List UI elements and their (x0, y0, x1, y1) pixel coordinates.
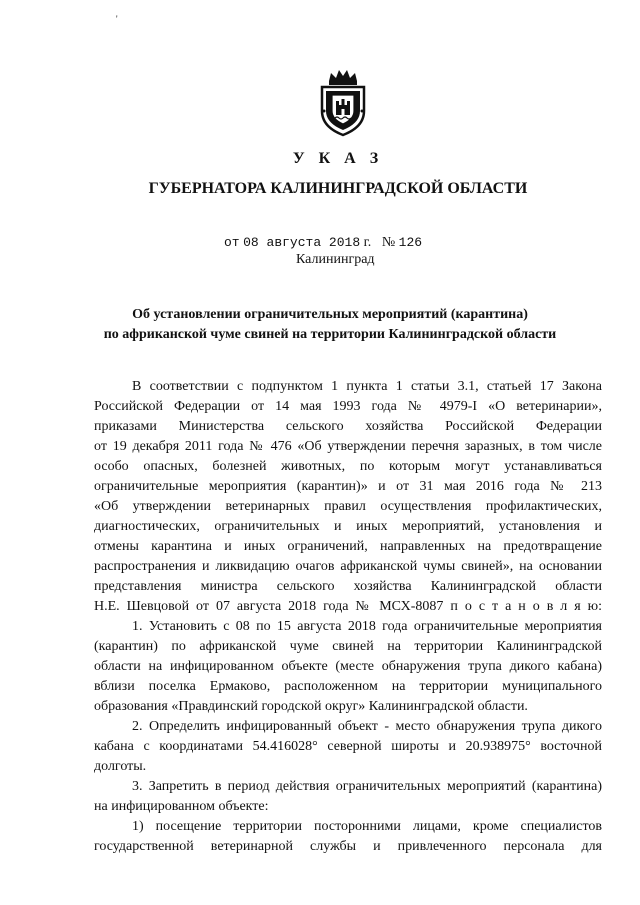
body-line: распространения и ликвидацию очагов африканской чумы свиней», на основании (94, 559, 602, 574)
city-name: Калининград (296, 252, 375, 267)
body-line: диагностических, ограничительных и иных мероприятий, установления и (94, 519, 602, 534)
body-line: Российской Федерации от 14 мая 1993 года № 4979-I «О ветеринарии», (94, 399, 602, 414)
body-line: государственной ветеринарной службы и привлеченного персонала для (94, 839, 602, 854)
body-line: кабана с координатами 54.416028° северной широты и 20.938975° восточной (94, 739, 602, 754)
subject-line-1: Об установлении ограничительных мероприятий (карантина) (132, 307, 528, 322)
body-line: 1. Установить с 08 по 15 августа 2018 года ограничительные мероприятия (132, 619, 602, 634)
body-line: В соответствии с подпунктом 1 пункта 1 статьи 3.1, статьей 17 Закона (132, 379, 602, 394)
body-line: от 19 декабря 2011 года № 476 «Об утверждении перечня заразных, в том числе (94, 439, 602, 454)
body-line: области на инфицированном объекте (месте обнаружения трупа дикого кабана) (94, 659, 602, 674)
body-line: образования «Правдинский городской округ» Калининградской области. (94, 699, 528, 714)
stray-mark: ' (116, 14, 118, 24)
subject-line-2: по африканской чуме свиней на территории Калининградской области (103, 327, 557, 342)
body-line: особо опасных, болезней животных, по которым могут устанавливаться (94, 459, 602, 474)
document-issuer: ГУБЕРНАТОРА КАЛИНИНГРАДСКОЙ ОБЛАСТИ (148, 180, 528, 197)
date-prefix: от (224, 235, 240, 250)
body-line: приказами Министерства сельского хозяйства Российской Федерации (94, 419, 602, 434)
body-line: 1) посещение территории посторонними лицами, кроме специалистов (132, 819, 602, 834)
body-line: Н.Е. Шевцовой от 07 августа 2018 года № МСХ-8087 п о с т а н о в л я ю: (94, 599, 602, 614)
body-line: вблизи поселка Ермаково, расположенном на территории муниципального (94, 679, 602, 694)
body-line: 3. Запретить в период действия ограничительных мероприятий (карантина) (132, 779, 602, 794)
document-number: 126 (398, 235, 423, 250)
body-line: на инфицированном объекте: (94, 799, 269, 814)
coat-of-arms-emblem (317, 67, 369, 137)
date-value: 08 августа 2018 (243, 235, 361, 250)
body-line: «Об утверждении ветеринарных правил осуществления профилактических, (94, 499, 602, 514)
body-line: представления министра сельского хозяйства Калининградской области (94, 579, 602, 594)
date-suffix: г. (363, 235, 372, 250)
number-sign: № (381, 235, 396, 250)
body-line: отмены карантина и иных ограничений, направленных на предотвращение (94, 539, 602, 554)
body-line: ограничительные мероприятия (карантин)» и от 31 мая 2016 года № 213 (94, 479, 602, 494)
document-title: У К А З (292, 150, 384, 167)
body-line: (карантин) по африканской чуме свиней на территории Калининградской (94, 639, 602, 654)
body-line: 2. Определить инфицированный объект - место обнаружения трупа дикого (132, 719, 602, 734)
date-line (224, 235, 422, 251)
body-line: долготы. (94, 759, 147, 774)
